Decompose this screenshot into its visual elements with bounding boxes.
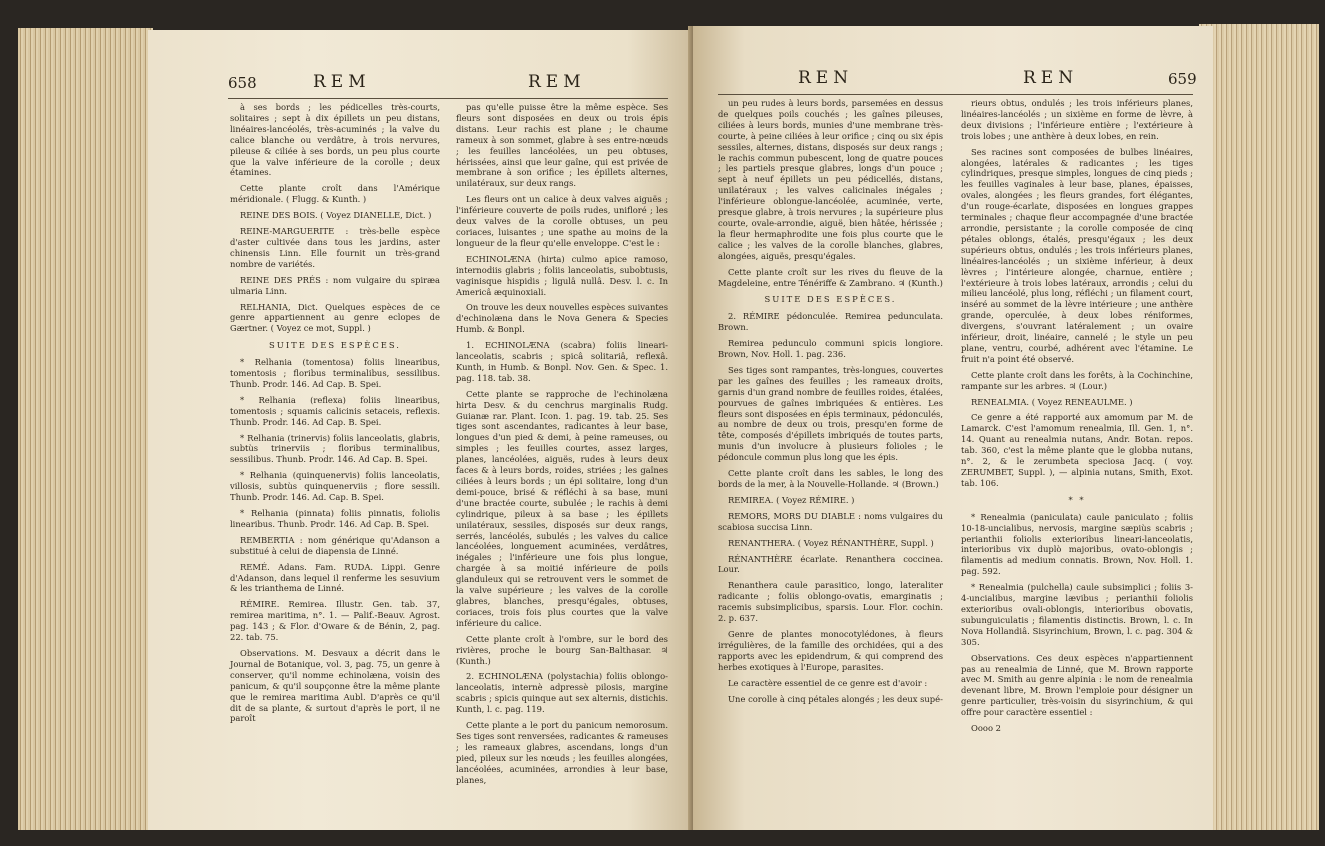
paragraph: Renanthera caule parasitico, longo, lateraliter radicante ; foliis oblongo-ovatis, emarginatis ; racemis subsimplicibus, sparsis. Lour. Flor. cochin. 2. p. 637. [718,580,943,624]
left-header-rule [228,98,668,99]
paragraph: RENANTHERA. ( Voyez RÉNANTHÈRE, Suppl. ) [728,537,934,548]
paragraph: Cette plante croît dans l'Amérique méridionale. ( Flugg. & Kunth. ) [230,183,440,205]
paragraph: * Relhania (reflexa) foliis linearibus, tomentosis ; squamis calicinis setaceis, reflexis. Thunb. Prodr. 146. Ad Cap. B. Spei. [230,394,440,427]
paragraph: On trouve les deux nouvelles espèces suivantes d'echinolæna dans le Nova Genera & Species Humb. & Bonpl. [456,302,668,335]
right-page-stack [1199,24,1319,830]
paragraph: à ses bords ; les pédicelles très-courts, solitaires ; sept à dix épillets un peu distans, linéaires-lancéolés, très-acuminés ; la valve du calice blanche ou verdâtre, à trois nervures, pileuse & ciliée à ses bords, un peu plus courte que la valve inférieure de la corolle ; deux étamines. [230,102,440,178]
paragraph: Cette plante croît à l'ombre, sur le bord des rivières, proche le bourg San-Balthasar. ♃ (Kunth.) [456,633,668,666]
right-column-1 [718,98,943,826]
paragraph: REINE DES PRÉS : nom vulgaire du spiræa ulmaria Linn. [230,274,440,296]
right-page [693,26,1213,830]
paragraph: Ses racines sont composées de bulbes linéaires, alongées, latérales & radicantes ; les tiges cylindriques, presque simples, longues de cinq pieds ; les feuilles vaginales à leur base, planes, épaisses, ovales, alongées ; les fleurs grandes, fort élégantes, d'un rouge-écarlate, disposées en longues grappes terminales ; chaque fleur accompagnée d'une bractée arrondie, persistante ; la corolle composée de cinq pétales oblongs, étalés, presqu'égaux ; les deux supérieurs obtus, ondulés ; les trois inférieurs planes, linéaires-lancéolés ; un sixième inférieur, à deux lèvres ; l'intérieure alongée, charnue, entière ; l'extérieure à trois lobes latéraux, arrondis ; celui du milieu lancéolé, plus long, réfléchi ; un filament court, inséré au sommet de la lèvre intérieure ; une anthère grande, operculée, à deux lobes réniformes, divergens, s'ouvrant latéralement ; un ovaire inférieur, droit, linéaire, cannelé ; le style un peu plane, ventru, courbé, adhérent avec l'étamine. Le fruit n'a point été observé. [961,146,1193,364]
left-page [148,30,693,830]
paragraph: REMBERTIA : nom générique qu'Adanson a substitué à celui de diapensia de Linné. [230,534,440,556]
paragraph: * * [1068,494,1086,505]
paragraph: Genre de plantes monocotylédones, à fleurs irrégulières, de la famille des orchidées, qui a des rapports avec les epidendrum, & qui comprend des herbes exotiques à l'Europe, parasites. [718,628,943,672]
paragraph: RENEALMIA. ( Voyez RENEAULME. ) [971,396,1133,407]
paragraph: rieurs obtus, ondulés ; les trois inférieurs planes, linéaires-lancéolés ; un sixième en forme de lèvre, à deux divisions ; l'inférieure entière ; l'extérieure à trois lobes ; une anthère à deux lobes, en rein. [961,98,1193,141]
paragraph: un peu rudes à leurs bords, parsemées en dessus de quelques poils couchés ; les gaînes pileuses, ciliées à leurs bords, munies d'une membrane très-courte, à peine ciliées à leur orifice ; cinq ou six épis sessiles, alternes, distans, disposés sur deux rangs ; le rachis commun pubescent, long de quatre pouces ; les partiels presque glabres, longs d'un pouce ; sept à neuf épillets un peu pédicellés, distans, unilatéraux ; les valves calicinales inégales ; l'inférieure oblongue-lancéolée, acuminée, verte, presque glabre, à trois nervures ; la supérieure plus courte, ovale-arrondie, aiguë, bien hâtée, hérissée ; la fleur hermaphrodite une fois plus courte que le calice ; les valves de la corolle blanches, glabres, alongées, aiguës, presqu'égales. [718,98,943,261]
paragraph: Une corolle à cinq pétales alongés ; les deux supé- [728,693,943,704]
paragraph: Remirea pedunculo communi spicis longiore. Brown, Nov. Holl. 1. pag. 236. [718,338,943,360]
left-column-2 [456,102,668,827]
paragraph: pas qu'elle puisse être la même espèce. Ses fleurs sont disposées en deux ou trois épis distans. Leur rachis est plane ; le chaume rameux à son sommet, glabre à ses entre-nœuds ; les feuilles lancéolées, un peu obtuses, hérissées, ainsi que leur gaîne, qui est privée de membrane à son orifice ; les épillets alternes, unilatéraux, sur deux rangs. [456,102,668,189]
paragraph: * Relhania (trinervis) foliis lanceolatis, glabris, subtùs trinerviis ; floribus terminalibus, sessilibus. Thunb. Prodr. 146. Ad Cap. B. Spei. [230,432,440,465]
paragraph: ECHINOLÆNA (hirta) culmo apice ramoso, internodiis glabris ; foliis lanceolatis, subobtusis, vaginisque hispidis ; ligulâ nullâ. Desv. l. c. In Americâ æquinoxiali. [456,253,668,297]
paragraph: * Relhania (quinquenervis) foliis lanceolatis, villosis, subtùs quinquenerviis ; flore sessili. Thunb. Prodr. 146. Ad. Cap. B. Spei. [230,470,440,503]
left-page-stack [18,28,153,830]
paragraph: SUITE DES ESPÈCES. [764,294,897,305]
paragraph: * Renealmia (pulchella) caule subsimplici ; foliis 3-4-uncialibus, margine lævibus ; perianthii foliolis exterioribus ovali-oblongis, interioribus obovatis, subunguiculatis ; filamentis distinctis. Brown, l. c. In Nova Hollandiâ. Sisyrinchium, Brown, l. c. pag. 304 & 305. [961,582,1193,647]
paragraph: REMIREA. ( Voyez RÉMIRE. ) [728,494,855,505]
right-page-number: 659 [1168,70,1197,88]
right-column-2 [961,98,1193,826]
left-column-1 [230,102,440,827]
paragraph: Observations. Ces deux espèces n'appartiennent pas au renealmia de Linné, que M. Brown rapporte avec M. Smith au genre alpinia : le nom de renealmia devenant libre, M. Brown l'emploie pour désigner un genre particulier, très-voisin du sisyrinchium, & qui offre pour caractère essentiel : [961,652,1193,718]
paragraph: Ce genre a été rapporté aux amomum par M. de Lamarck. C'est l'amomum renealmia, Ill. Gen. 1, n°. 14. Quant au renealmia nutans, Andr. Botan. repos. tab. 360, c'est la même plante que le globba nutans, n°. 2, & le zerumbeta speciosa Jacq. ( voy. ZERUMBET, Suppl. ), — alpinia nutans, Smith, Exot. tab. 106. [961,412,1193,488]
paragraph: 1. ECHINOLÆNA (scabra) foliis lineari-lanceolatis, scabris ; spicâ solitariâ, reflexâ. Kunth, in Humb. & Bonpl. Nov. Gen. & Spec. 1. pag. 118. tab. 38. [456,340,668,383]
paragraph: RÉMIRE. Remirea. Illustr. Gen. tab. 37, remirea maritima, n°. 1. — Palif.-Beauv. Agrost. pag. 143 ; & Flor. d'Oware & de Bénin, 2, pag. 22. tab. 75. [230,599,440,643]
right-header-rule [718,94,1193,95]
paragraph: REINE DES BOIS. ( Voyez DIANELLE, Dict. ) [240,210,432,221]
paragraph: Le caractère essentiel de ce genre est d'avoir : [728,677,928,688]
paragraph: * Relhania (pinnata) foliis pinnatis, foliolis linearibus. Thunb. Prodr. 146. Ad Cap. B. Spei. [230,508,440,529]
paragraph: 2. ECHINOLÆNA (polystachia) foliis oblongo-lanceolatis, internè adpressè pilosis, margine scabris ; spicis quinque aut sex alternis, distichis. Kunth, l. c. pag. 119. [456,671,668,715]
right-header-left: REN [798,68,854,88]
right-header-right: REN [1023,68,1079,88]
paragraph: Cette plante croît dans les sables, le long des bords de la mer, à la Nouvelle-Hollande. ♃ (Brown.) [718,468,943,489]
paragraph: Cette plante a le port du panicum nemorosum. Ses tiges sont renversées, radicantes & rameuses ; les rameaux glabres, ascendans, longs d'un pied, pileux sur les nœuds ; les feuilles alongées, lancéolées, acuminées, arrondies à leur base, planes, [456,720,668,785]
paragraph: Ses tiges sont rampantes, très-longues, couvertes par les gaînes des feuilles ; les rameaux droits, garnis d'un grand nombre de feuilles roides, étalées, pourvues de gaînes imbriquées & entières. Les fleurs sont disposées en épis terminaux, pédonculés, au nombre de deux ou trois, presqu'en forme de tête, composés d'épillets imbriqués de toutes parts, munis d'un involucre à plusieurs folioles ; le pédoncule commun plus long que les épis. [718,364,943,463]
left-page-number: 658 [228,74,257,92]
paragraph: * Relhania (tomentosa) foliis linearibus, tomentosis ; floribus terminalibus, sessilibus. Thunb. Prodr. 146. Ad Cap. B. Spei. [230,357,440,389]
paragraph: Cette plante croît sur les rives du fleuve de la Magdeleine, entre Ténériffe & Zambrano. ♃ (Kunth.) [718,266,943,288]
paragraph: REMORS, MORS DU DIABLE : noms vulgaires du scabiosa succisa Linn. [718,510,943,532]
paragraph: REMÉ. Adans. Fam. RUDA. Lippi. Genre d'Adanson, dans lequel il renferme les sesuvium & les trianthema de Linné. [230,561,440,594]
paragraph: SUITE DES ESPÈCES. [269,340,401,351]
paragraph: Cette plante se rapproche de l'echinolæna hirta Desv. & du cenchrus marginalis Rudg. Guianæ rar. Plant. Icon. 1. pag. 19. tab. 25. Ses tiges sont ascendantes, radicantes à leur base, longues d'un pied & demi, à peine rameuses, ou simples ; les feuilles courtes, assez larges, planes, lancéolées, aiguës, rudes à leurs deux faces & à leurs bords, roides, striées ; les gaînes ciliées à leurs bords ; un épi solitaire, long d'un demi-pouce, brisé & réfléchi à sa base, muni d'une bractée courte, subulée ; le rachis à demi cylindrique, pileux à sa base ; les épillets unilatéraux, sessiles, disposés sur deux rangs, serrés, lancéolés, subulés ; les valves du calice lancéolées, longuement acuminées, verdâtres, inégales ; l'inférieure une fois plus longue, chargée à sa moitié inférieure de poils glanduleux qui se retrouvent vers le sommet de la valve supérieure ; les valves de la corolle glabres, blanches, presqu'égales, obtuses, coriaces, trois fois plus courtes que la valve inférieure du calice. [456,388,668,628]
left-header-right: REM [528,72,586,92]
paragraph: RELHANIA, Dict. Quelques espèces de ce genre appartiennent au genre eclopes de Gærtner. ( Voyez ce mot, Suppl. ) [230,301,440,334]
left-header-left: REM [313,72,371,92]
paragraph: Oooo 2 [971,723,1001,734]
paragraph: 2. RÉMIRE pédonculée. Remirea pedunculata. Brown. [718,311,943,333]
paragraph: Les fleurs ont un calice à deux valves aiguës ; l'inférieure couverte de poils rudes, unifloré ; les deux valves de la corolle obtuses, un peu coriaces, luisantes ; une spathe au moins de la longueur de la fleur qu'elle enveloppe. C'est le : [456,194,668,248]
paragraph: REINE-MARGUERITE : très-belle espèce d'aster cultivée dans tous les jardins, aster chinensis Linn. Elle fournit un très-grand nombre de variétés. [230,226,440,269]
paragraph: * Renealmia (paniculata) caule paniculato ; foliis 10-18-uncialibus, nervosis, margine sæpiùs scabris ; perianthii foliolis exterioribus lineari-lanceolatis, interioribus vix duplò majoribus, ovato-oblongis ; filamentis ad medium connatis. Brown, Nov. Holl. 1. pag. 592. [961,511,1193,577]
paragraph: RÉNANTHÈRE écarlate. Renanthera coccinea. Lour. [718,553,943,575]
paragraph: Observations. M. Desvaux a décrit dans le Journal de Botanique, vol. 3, pag. 75, un genre à conserver, qu'il nomme echinolæna, voisin des panicum, & qu'il soupçonne être la même plante que le remirea maritima Aubl. D'après ce qu'il dit de sa plante, & surtout d'après le port, il ne paroît [230,647,440,724]
paragraph: Cette plante croît dans les forêts, à la Cochinchine, rampante sur les arbres. ♃ (Lour.) [961,369,1193,391]
